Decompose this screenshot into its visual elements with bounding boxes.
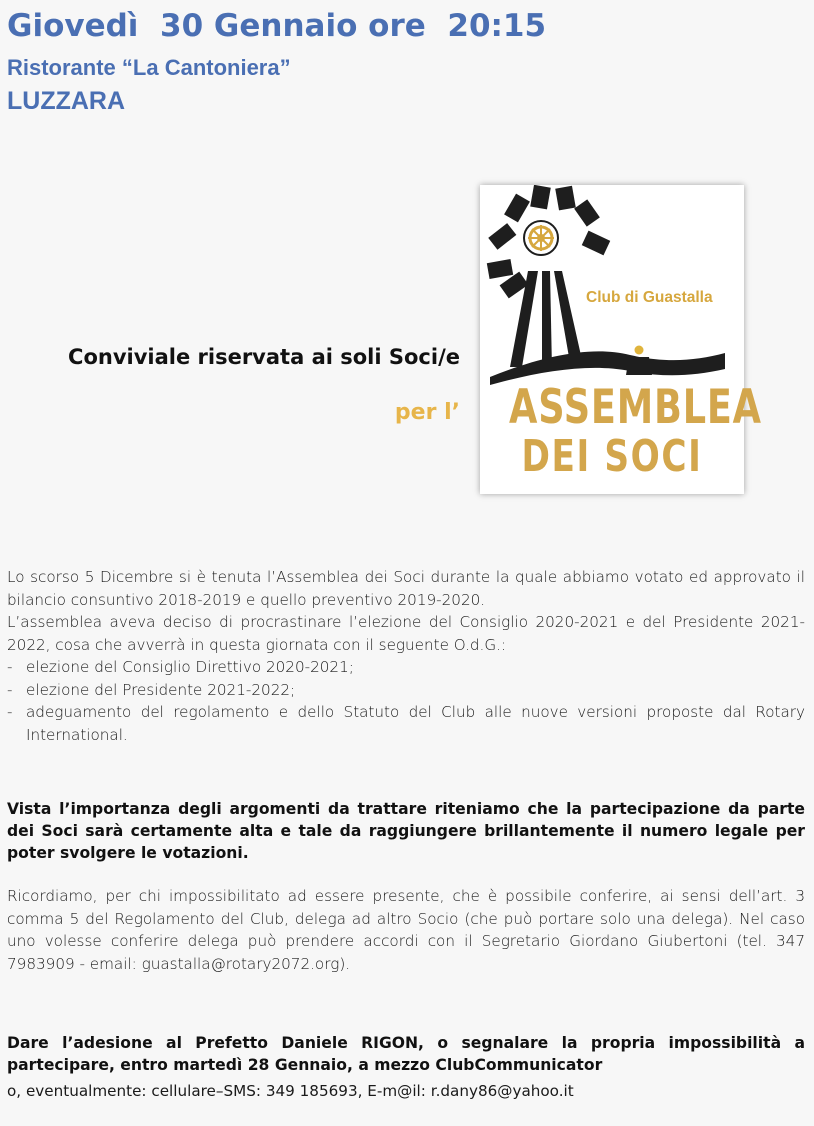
logo-title-assemblea: ASSEMBLEA [509, 380, 762, 435]
agenda-list [7, 656, 805, 746]
list-item: - elezione del Presidente 2021-2022; [7, 679, 805, 702]
contact-line: o, eventualmente: cellulare–SMS: 349 185693, E-m@il: r.dany86@yahoo.it [7, 1082, 574, 1100]
logo-club-name: Club di Guastalla [586, 289, 713, 306]
paragraph-assembly-recap: Lo scorso 5 Dicembre si è tenuta l’Assemblea dei Soci durante la quale abbiamo votato ed approvato il bilancio consuntivo 2018-2019 e quello preventivo 2019-2020. [7, 568, 805, 609]
list-item: - elezione del Consiglio Direttivo 2020-2021; [7, 656, 805, 679]
invitation-per: per l’ [394, 400, 460, 425]
logo-title-dei-soci: DEI SOCI [521, 431, 703, 482]
event-header [7, 6, 546, 117]
invitation-line: Conviviale riservata ai soli Soci/e [68, 345, 460, 369]
event-town: LUZZARA [7, 87, 126, 115]
paragraph-importance: Vista l’importanza degli argomenti da trattare riteniamo che la partecipazione da parte dei Soci sarà certamente alta e tale da raggiungere brillantemente il numero legale per poter svolgere le votazioni. [7, 800, 805, 862]
event-date-title: Giovedì 30 Gennaio ore 20:15 [7, 8, 547, 44]
list-item: - adeguamento del regolamento e dello Statuto del Club alle nuove versioni proposte dal Rotary International. [7, 701, 805, 746]
paragraph-adhesion: Dare l’adesione al Prefetto Daniele RIGON, o segnalare la propria impossibilità a partecipare, entro martedì 28 Gennaio, a mezzo ClubCommunicator [7, 1034, 805, 1074]
paragraph-election-plan: L’assemblea aveva deciso di procrastinare l’elezione del Consiglio 2020-2021 e del Presidente 2021-2022, cosa che avverrà in questa giornata con il seguente O.d.G.: [7, 613, 805, 654]
event-venue: Ristorante “La Cantoniera” [7, 55, 291, 80]
assembly-logo [480, 185, 762, 494]
paragraph-delegation: Ricordiamo, per chi impossibilitato ad essere presente, che è possibile conferire, ai sensi dell’art. 3 comma 5 del Regolamento del Club, delega ad altro Socio (che può portare solo una delega). Nel caso uno volesse conferire delega può prendere accordi con il Segretario Giordano Giubertoni (tel. 347 7983909 - email: guastalla@rotary2072.org). [7, 887, 805, 973]
body-intro [7, 566, 805, 746]
